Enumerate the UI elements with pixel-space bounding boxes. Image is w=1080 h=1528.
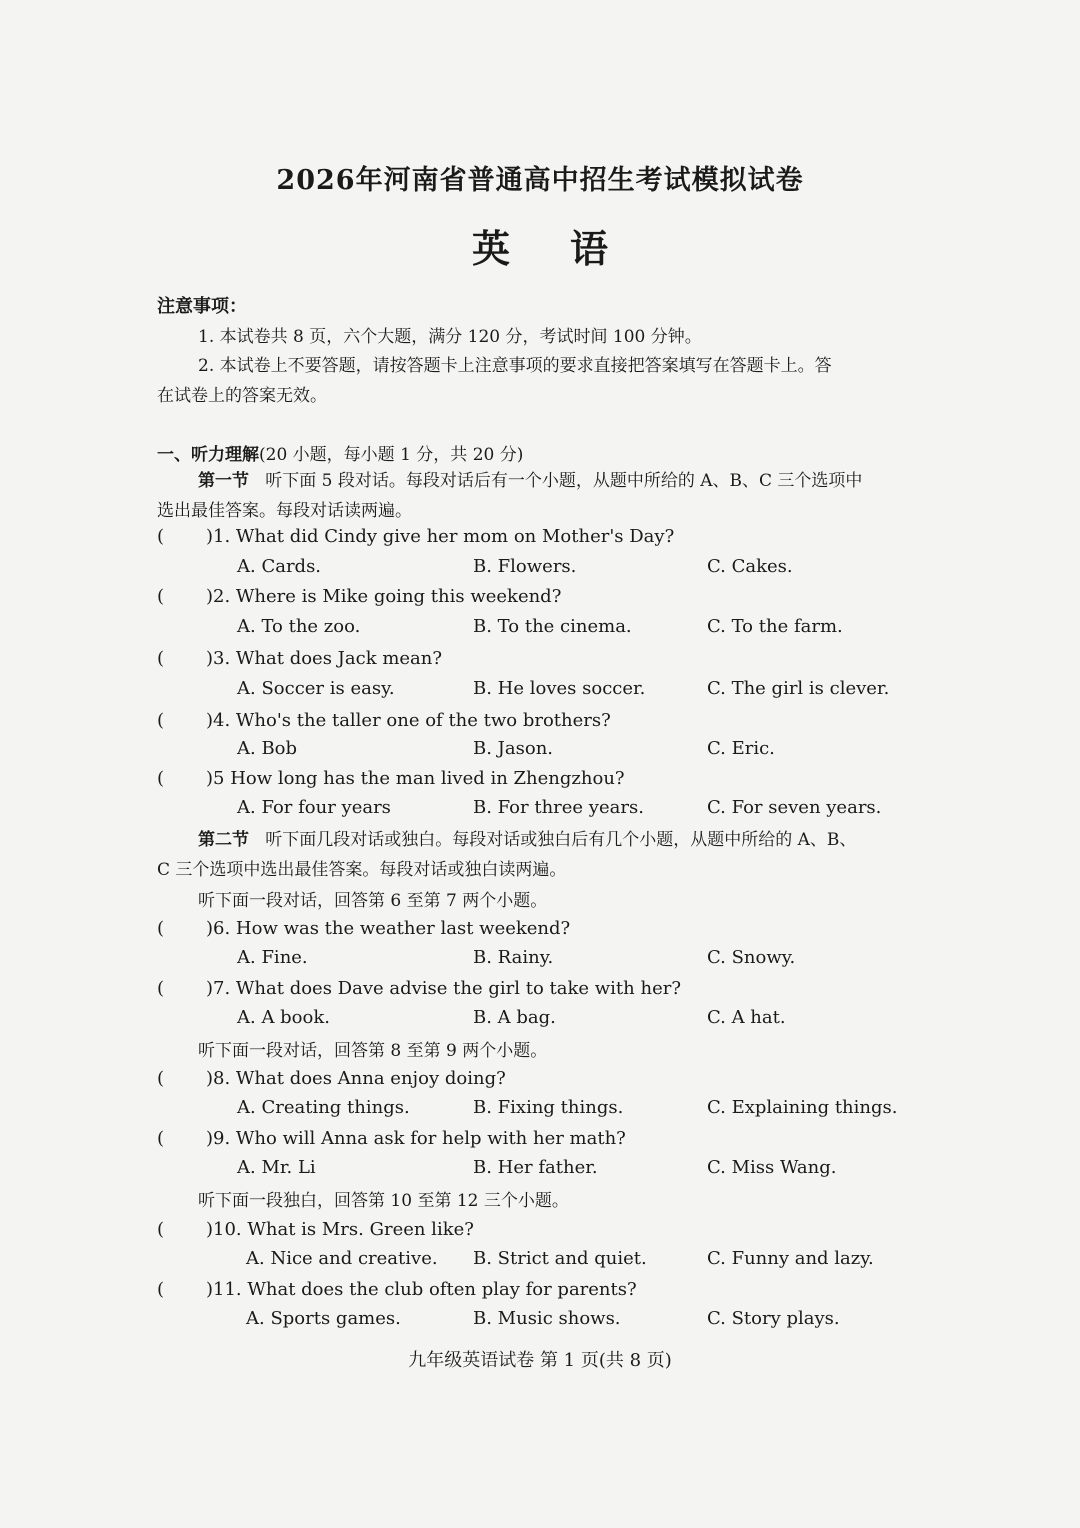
option-b: B. Strict and quiet. (473, 1248, 647, 1269)
part2-text: 听下面几段对话或独白。每段对话或独白后有几个小题，从题中所给的 A、B、 (265, 830, 857, 850)
option-c: C. Eric. (707, 738, 775, 759)
option-b: B. Her father. (473, 1157, 598, 1178)
instruction-q6-7: 听下面一段对话，回答第 6 至第 7 两个小题。 (198, 891, 548, 911)
answer-blank: ( (157, 710, 165, 731)
part2-instruction-cont: C 三个选项中选出最佳答案。每段对话或独白读两遍。 (157, 860, 567, 880)
question-stem: )4. Who's the taller one of the two brothers? (206, 710, 611, 731)
exam-title: 2026年河南省普通高中招生考试模拟试卷 (276, 165, 804, 196)
option-a: A. Fine. (237, 947, 308, 968)
option-c: C. Cakes. (707, 556, 793, 577)
question-stem: )3. What does Jack mean? (206, 648, 443, 669)
instruction-q8-9: 听下面一段对话，回答第 8 至第 9 两个小题。 (198, 1041, 548, 1061)
option-c: C. The girl is clever. (707, 678, 890, 699)
option-c: C. For seven years. (707, 797, 882, 818)
option-b: B. Fixing things. (473, 1097, 624, 1118)
option-b: B. Rainy. (473, 947, 554, 968)
option-a: A. Sports games. (246, 1308, 401, 1329)
question-stem: )10. What is Mrs. Green like? (206, 1219, 474, 1240)
section-heading (157, 440, 523, 465)
page-footer: 九年级英语试卷 第 1 页(共 8 页) (408, 1350, 672, 1371)
part2-instruction (198, 825, 978, 850)
part1-label: 第一节 (198, 471, 249, 491)
option-c: C. To the farm. (707, 616, 843, 637)
notice-item-1: 1. 本试卷共 8 页，六个大题，满分 120 分，考试时间 100 分钟。 (198, 327, 702, 347)
question-stem: )1. What did Cindy give her mom on Mother's Day? (206, 526, 675, 547)
answer-blank: ( (157, 526, 165, 547)
option-a: A. A book. (237, 1007, 330, 1028)
question-stem: )9. Who will Anna ask for help with her math? (206, 1128, 626, 1149)
question-stem: )8. What does Anna enjoy doing? (206, 1068, 506, 1089)
option-a: A. Cards. (237, 556, 322, 577)
option-c: C. Funny and lazy. (707, 1248, 874, 1269)
question-stem: )7. What does Dave advise the girl to take with her? (206, 978, 681, 999)
instruction-q10-12: 听下面一段独白，回答第 10 至第 12 三个小题。 (198, 1191, 569, 1211)
section-points: (20 小题，每小题 1 分，共 20 分) (259, 445, 524, 465)
question-stem: )11. What does the club often play for parents? (206, 1279, 637, 1300)
answer-blank: ( (157, 1068, 165, 1089)
notice-heading: 注意事项： (157, 296, 247, 317)
option-c: C. Snowy. (707, 947, 796, 968)
part2-label: 第二节 (198, 830, 249, 850)
part1-text: 听下面 5 段对话。每段对话后有一个小题，从题中所给的 A、B、C 三个选项中 (265, 471, 863, 491)
option-b: B. A bag. (473, 1007, 556, 1028)
part1-instruction-cont: 选出最佳答案。每段对话读两遍。 (157, 501, 412, 521)
option-a: A. Mr. Li (237, 1157, 316, 1178)
notice-item-2-cont: 在试卷上的答案无效。 (157, 386, 327, 406)
section-title: 一、听力理解 (157, 445, 259, 465)
question-stem: )5 How long has the man lived in Zhengzhou? (206, 768, 625, 789)
question-stem: )6. How was the weather last weekend? (206, 918, 571, 939)
answer-blank: ( (157, 648, 165, 669)
notice-item-2: 2. 本试卷上不要答题，请按答题卡上注意事项的要求直接把答案填写在答题卡上。答 (198, 356, 832, 376)
option-b: B. To the cinema. (473, 616, 632, 637)
option-a: A. Bob (237, 738, 298, 759)
exam-subject: 英语 (471, 226, 668, 271)
option-c: C. A hat. (707, 1007, 786, 1028)
option-b: B. Flowers. (473, 556, 577, 577)
answer-blank: ( (157, 978, 165, 999)
option-b: B. Jason. (473, 738, 554, 759)
option-c: C. Miss Wang. (707, 1157, 837, 1178)
option-b: B. He loves soccer. (473, 678, 646, 699)
option-b: B. Music shows. (473, 1308, 621, 1329)
option-a: A. Creating things. (237, 1097, 410, 1118)
answer-blank: ( (157, 768, 165, 789)
answer-blank: ( (157, 1219, 165, 1240)
answer-blank: ( (157, 1128, 165, 1149)
option-a: A. For four years (237, 797, 391, 818)
part1-instruction (198, 466, 978, 491)
answer-blank: ( (157, 1279, 165, 1300)
option-a: A. Soccer is easy. (237, 678, 395, 699)
answer-blank: ( (157, 586, 165, 607)
option-a: A. Nice and creative. (246, 1248, 438, 1269)
option-b: B. For three years. (473, 797, 644, 818)
option-c: C. Explaining things. (707, 1097, 898, 1118)
question-stem: )2. Where is Mike going this weekend? (206, 586, 562, 607)
answer-blank: ( (157, 918, 165, 939)
option-a: A. To the zoo. (237, 616, 361, 637)
option-c: C. Story plays. (707, 1308, 840, 1329)
